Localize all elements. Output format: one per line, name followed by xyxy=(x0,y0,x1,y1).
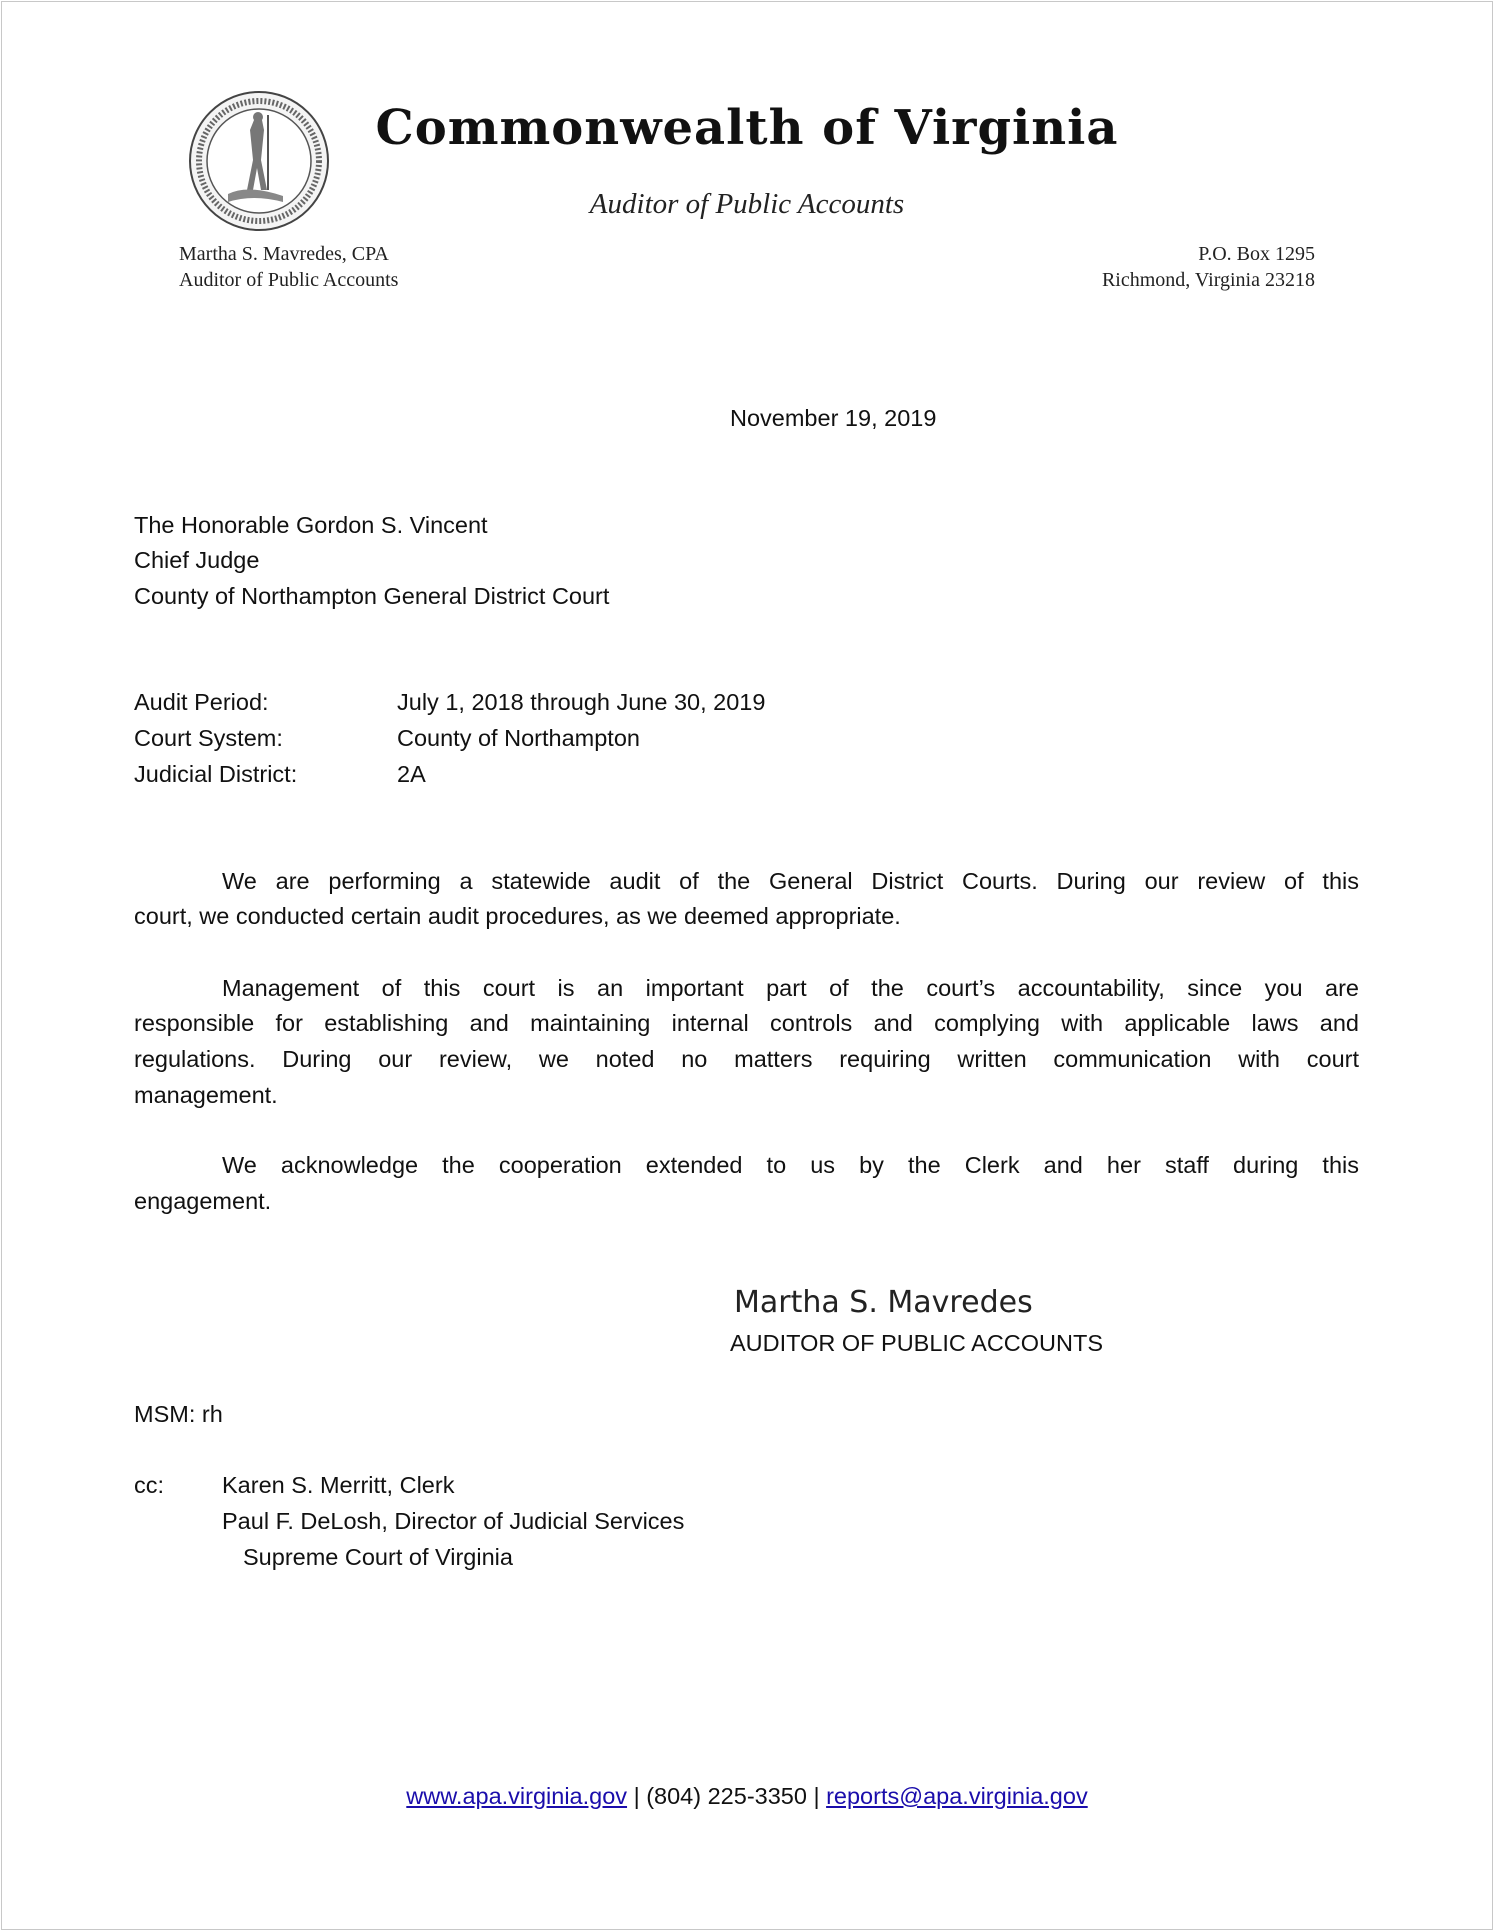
detail-label: Audit Period: xyxy=(134,689,269,715)
detail-label: Court System: xyxy=(134,725,283,751)
addressee-line: Chief Judge xyxy=(134,547,260,573)
detail-value: July 1, 2018 through June 30, 2019 xyxy=(397,689,766,715)
paragraph-line: We acknowledge the cooperation extended to us by the Clerk and her staff during this xyxy=(222,1152,1359,1178)
auditor-name: Martha S. Mavredes, CPA xyxy=(179,243,389,265)
footer-separator: | xyxy=(813,1783,820,1809)
addressee-line: The Honorable Gordon S. Vincent xyxy=(134,512,488,538)
footer xyxy=(0,1778,1494,1814)
phone-number: (804) 225-3350 xyxy=(646,1783,807,1809)
email-link[interactable]: reports@apa.virginia.gov xyxy=(826,1783,1088,1809)
signature-title: AUDITOR OF PUBLIC ACCOUNTS xyxy=(730,1330,1104,1356)
paragraph-line: We are performing a statewide audit of the General District Courts. During our review of this xyxy=(222,868,1359,894)
paragraph-line: management. xyxy=(134,1082,278,1108)
detail-value: 2A xyxy=(397,761,426,787)
cc-recipient: Supreme Court of Virginia xyxy=(243,1544,513,1570)
left-address xyxy=(179,241,398,293)
cc-recipient: Karen S. Merritt, Clerk xyxy=(222,1472,455,1498)
cc-recipient: Paul F. DeLosh, Director of Judicial Services xyxy=(222,1508,685,1534)
letter-date: November 19, 2019 xyxy=(730,405,937,431)
detail-value: County of Northampton xyxy=(397,725,640,751)
letterhead-subtitle: Auditor of Public Accounts xyxy=(589,188,905,220)
right-address xyxy=(1102,241,1315,293)
paragraph-line: court, we conducted certain audit procedures, as we deemed appropriate. xyxy=(134,903,901,929)
detail-label: Judicial District: xyxy=(134,761,298,787)
letterhead-title: Commonwealth of Virginia xyxy=(375,100,1119,156)
paragraph-line: responsible for establishing and maintaining internal controls and complying with applicable laws and xyxy=(134,1010,1359,1036)
initials: MSM: rh xyxy=(134,1401,223,1427)
signature: Martha S. Mavredes xyxy=(734,1285,1033,1320)
paragraph-line: engagement. xyxy=(134,1188,272,1214)
website-link[interactable]: www.apa.virginia.gov xyxy=(406,1783,628,1809)
po-box: P.O. Box 1295 xyxy=(1198,243,1315,265)
paragraph-line: Management of this court is an important part of the court’s accountability, since you are xyxy=(222,975,1359,1001)
addressee-line: County of Northampton General District Court xyxy=(134,583,610,609)
auditor-title: Auditor of Public Accounts xyxy=(179,269,399,291)
city-state-zip: Richmond, Virginia 23218 xyxy=(1101,269,1315,291)
paragraph-line: regulations. During our review, we noted no matters requiring written communication with court xyxy=(134,1046,1359,1072)
footer-separator: | xyxy=(633,1783,640,1809)
cc-label: cc: xyxy=(134,1472,165,1498)
